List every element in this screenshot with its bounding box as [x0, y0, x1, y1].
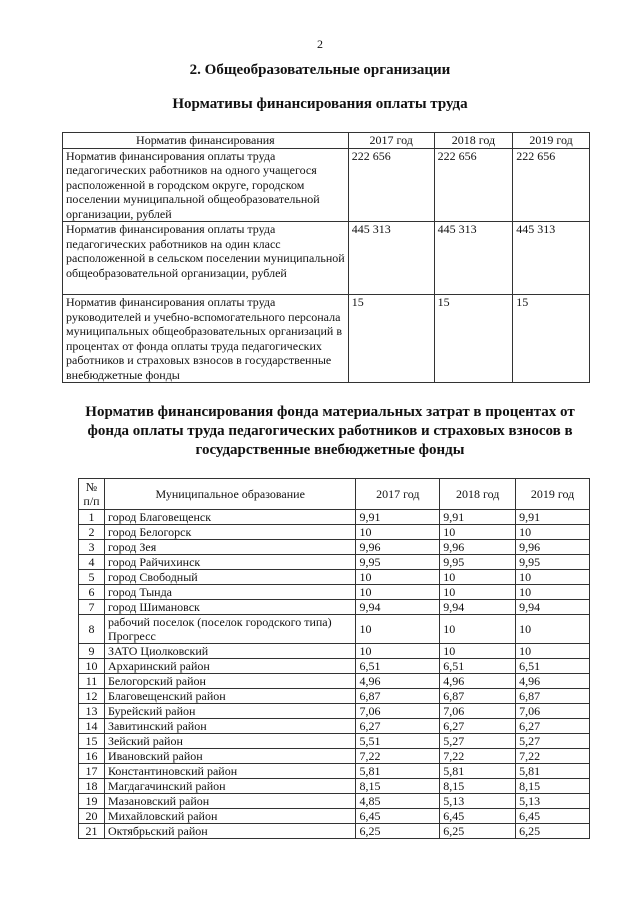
row-number: 17: [79, 764, 105, 779]
cell-value: 9,96: [356, 540, 440, 555]
row-number: 1: [79, 510, 105, 525]
row-number: 14: [79, 719, 105, 734]
cell-value: 5,81: [516, 764, 590, 779]
row-number: 13: [79, 704, 105, 719]
row-number: 8: [79, 615, 105, 644]
municipality-name: город Благовещенск: [104, 510, 355, 525]
municipality-name: Магдагачинский район: [104, 779, 355, 794]
cell-value: 5,13: [440, 794, 516, 809]
cell-value: 6,45: [440, 809, 516, 824]
cell-value: 6,25: [356, 824, 440, 839]
cell-value: 8,15: [440, 779, 516, 794]
cell-value: 5,13: [516, 794, 590, 809]
municipality-name: город Райчихинск: [104, 555, 355, 570]
municipality-name: Завитинский район: [104, 719, 355, 734]
column-header: 2017 год: [348, 133, 434, 149]
cell-value: 7,22: [356, 749, 440, 764]
row-number: 7: [79, 600, 105, 615]
cell-value: 10: [516, 615, 590, 644]
cell-value: 9,94: [516, 600, 590, 615]
row-number: 6: [79, 585, 105, 600]
cell-value: 7,06: [356, 704, 440, 719]
row-label: Норматив финансирования оплаты труда педагогических работников на одного учащегося расположенной в городском округе, городском поселении муниципальной общеобразовательной организации, рублей: [63, 148, 349, 222]
section-title: 2. Общеобразовательные организации: [189, 62, 451, 78]
cell-value: 9,91: [516, 510, 590, 525]
municipality-name: Октябрьский район: [104, 824, 355, 839]
cell-value: 15: [434, 295, 513, 383]
cell-value: 9,95: [440, 555, 516, 570]
table-row: [79, 600, 590, 615]
municipality-name: Мазановский район: [104, 794, 355, 809]
row-number: 5: [79, 570, 105, 585]
municipality-name: Ивановский район: [104, 749, 355, 764]
table-row: [63, 148, 590, 222]
cell-value: 6,87: [516, 689, 590, 704]
cell-value: 7,22: [440, 749, 516, 764]
cell-value: 6,87: [440, 689, 516, 704]
municipality-name: город Шимановск: [104, 600, 355, 615]
cell-value: 6,27: [516, 719, 590, 734]
cell-value: 5,27: [516, 734, 590, 749]
table-row: [79, 615, 590, 644]
municipality-name: город Тында: [104, 585, 355, 600]
cell-value: 5,27: [440, 734, 516, 749]
cell-value: 10: [440, 585, 516, 600]
cell-value: 6,25: [440, 824, 516, 839]
cell-value: 9,91: [440, 510, 516, 525]
cell-value: 9,96: [440, 540, 516, 555]
cell-value: 4,96: [440, 674, 516, 689]
cell-value: 10: [440, 525, 516, 540]
row-number: 10: [79, 659, 105, 674]
row-number: 2: [79, 525, 105, 540]
cell-value: 9,94: [440, 600, 516, 615]
row-number: 9: [79, 644, 105, 659]
table-row: [79, 794, 590, 809]
material-costs-table: [78, 478, 590, 839]
municipality-name: Зейский район: [104, 734, 355, 749]
column-header: 2018 год: [440, 479, 516, 510]
cell-value: 6,45: [356, 809, 440, 824]
municipality-name: город Свободный: [104, 570, 355, 585]
municipality-name: ЗАТО Циолковский: [104, 644, 355, 659]
table-row: [79, 555, 590, 570]
municipality-name: Константиновский район: [104, 764, 355, 779]
cell-value: 6,25: [516, 824, 590, 839]
row-number: 3: [79, 540, 105, 555]
row-number: 16: [79, 749, 105, 764]
cell-value: 10: [440, 570, 516, 585]
cell-value: 9,94: [356, 600, 440, 615]
table-row: [79, 674, 590, 689]
cell-value: 5,51: [356, 734, 440, 749]
table-row: [79, 510, 590, 525]
cell-value: 6,51: [440, 659, 516, 674]
row-number: 18: [79, 779, 105, 794]
cell-value: 7,06: [516, 704, 590, 719]
cell-value: 9,96: [516, 540, 590, 555]
row-number: 19: [79, 794, 105, 809]
labor-funding-table: [62, 132, 590, 383]
cell-value: 5,81: [356, 764, 440, 779]
cell-value: 15: [348, 295, 434, 383]
row-number: 12: [79, 689, 105, 704]
table-row: [79, 644, 590, 659]
cell-value: 10: [516, 525, 590, 540]
cell-value: 4,85: [356, 794, 440, 809]
municipality-name: город Зея: [104, 540, 355, 555]
row-number: 21: [79, 824, 105, 839]
cell-value: 10: [356, 644, 440, 659]
cell-value: 4,96: [516, 674, 590, 689]
cell-value: 6,87: [356, 689, 440, 704]
cell-value: 6,45: [516, 809, 590, 824]
table-row: [79, 824, 590, 839]
table-row: [79, 779, 590, 794]
table-row: [79, 734, 590, 749]
column-header: 2019 год: [516, 479, 590, 510]
cell-value: 10: [516, 570, 590, 585]
table-row: [79, 659, 590, 674]
table2-title: Норматив финансирования фонда материальных затрат в процентах от фонда оплаты труда педагогических работников и страховых взносов в государственные внебюджетные фонды: [85, 404, 575, 458]
cell-value: 7,06: [440, 704, 516, 719]
row-label: Норматив финансирования оплаты труда педагогических работников на один класс расположенной в сельском поселении муниципальной общеобразовательной организации, рублей: [63, 222, 349, 295]
municipality-name: Архаринский район: [104, 659, 355, 674]
table-row: [79, 704, 590, 719]
column-header: Муниципальное образование: [104, 479, 355, 510]
cell-value: 9,91: [356, 510, 440, 525]
row-label: Норматив финансирования оплаты труда руководителей и учебно-вспомогательного персонала муниципальных общеобразовательных организаций в процентах от фонда оплаты труда педагогических работников и страховых взносов в государственные внебюджетные фонды: [63, 295, 349, 383]
row-number: 15: [79, 734, 105, 749]
municipality-name: рабочий поселок (поселок городского типа) Прогресс: [104, 615, 355, 644]
cell-value: 9,95: [356, 555, 440, 570]
cell-value: 10: [516, 644, 590, 659]
table-row: [79, 809, 590, 824]
row-number: 4: [79, 555, 105, 570]
cell-value: 6,51: [356, 659, 440, 674]
column-header: 2019 год: [513, 133, 590, 149]
table-row: [79, 585, 590, 600]
cell-value: 7,22: [516, 749, 590, 764]
cell-value: 6,51: [516, 659, 590, 674]
cell-value: 8,15: [516, 779, 590, 794]
table1-title: Нормативы финансирования оплаты труда: [172, 96, 468, 112]
cell-value: 10: [516, 585, 590, 600]
table-row: [79, 570, 590, 585]
cell-value: 222 656: [513, 148, 590, 222]
row-number: 11: [79, 674, 105, 689]
row-number: 20: [79, 809, 105, 824]
cell-value: 10: [440, 644, 516, 659]
cell-value: 6,27: [356, 719, 440, 734]
municipality-name: Бурейский район: [104, 704, 355, 719]
cell-value: 6,27: [440, 719, 516, 734]
cell-value: 222 656: [348, 148, 434, 222]
municipality-name: Михайловский район: [104, 809, 355, 824]
table-row: [79, 719, 590, 734]
cell-value: 4,96: [356, 674, 440, 689]
cell-value: 15: [513, 295, 590, 383]
cell-value: 10: [356, 525, 440, 540]
table-row: [79, 525, 590, 540]
column-header: 2017 год: [356, 479, 440, 510]
municipality-name: Белогорский район: [104, 674, 355, 689]
cell-value: 10: [356, 585, 440, 600]
cell-value: 445 313: [513, 222, 590, 295]
cell-value: 445 313: [434, 222, 513, 295]
table-row: [79, 689, 590, 704]
column-header: Норматив финансирования: [63, 133, 349, 149]
table-row: [79, 540, 590, 555]
column-header: № п/п: [79, 479, 105, 510]
cell-value: 5,81: [440, 764, 516, 779]
cell-value: 9,95: [516, 555, 590, 570]
column-header: 2018 год: [434, 133, 513, 149]
cell-value: 10: [440, 615, 516, 644]
cell-value: 10: [356, 615, 440, 644]
table-row: [79, 764, 590, 779]
table-row: [63, 295, 590, 383]
cell-value: 8,15: [356, 779, 440, 794]
cell-value: 445 313: [348, 222, 434, 295]
table-row: [79, 749, 590, 764]
cell-value: 222 656: [434, 148, 513, 222]
page-number: 2: [317, 37, 323, 51]
municipality-name: город Белогорск: [104, 525, 355, 540]
table-row: [63, 222, 590, 295]
cell-value: 10: [356, 570, 440, 585]
municipality-name: Благовещенский район: [104, 689, 355, 704]
